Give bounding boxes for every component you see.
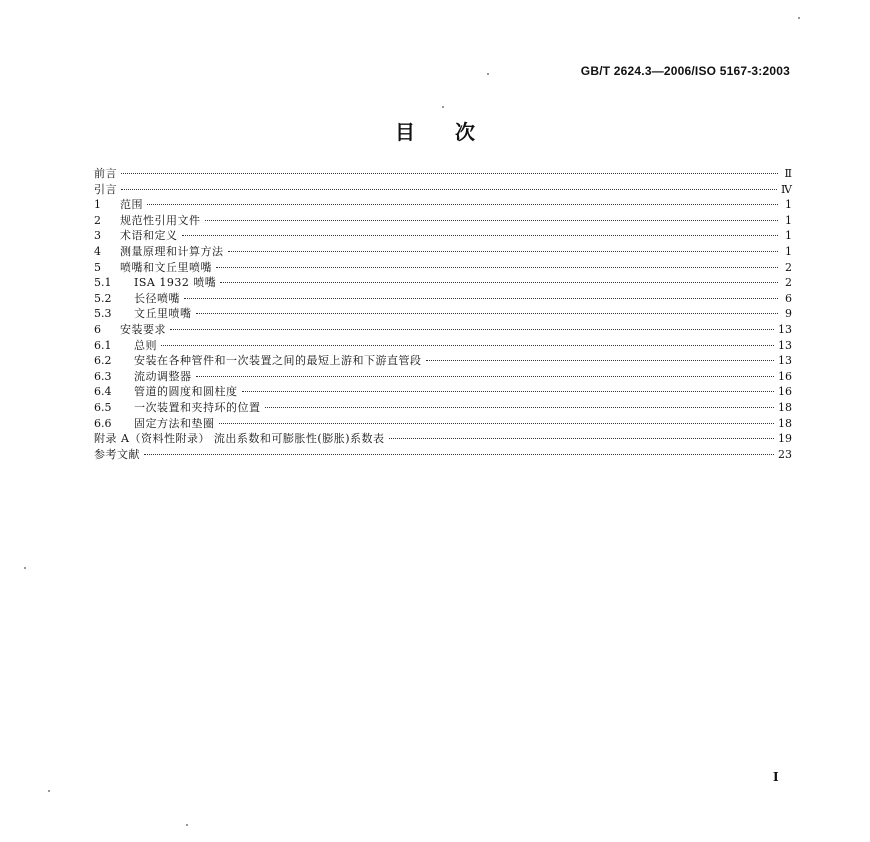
toc-entry-page: 18 [778, 416, 792, 430]
toc-entry-number: 2 [94, 213, 101, 227]
scan-speck [24, 567, 26, 569]
toc-entry-label: 文丘里喷嘴 [134, 307, 192, 321]
toc-entry-page: Ⅳ [781, 182, 792, 196]
page-title: 目次 [395, 120, 515, 144]
toc-entry-number: 6.6 [94, 416, 112, 430]
toc-entry[interactable] [94, 291, 792, 307]
toc-entry-label: 安装要求 [120, 322, 166, 336]
toc-entry-page: 1 [785, 213, 792, 227]
dot-leader [182, 235, 779, 236]
toc-entry[interactable] [94, 353, 792, 369]
toc-entry-page: 1 [785, 229, 792, 243]
dot-leader [265, 407, 775, 408]
toc-entry-label: 固定方法和垫圈 [134, 416, 215, 430]
toc-entry-page: 19 [778, 432, 792, 446]
dot-leader [219, 423, 775, 424]
scan-speck [798, 17, 800, 19]
toc-entry-label: 喷嘴和文丘里喷嘴 [120, 260, 212, 274]
toc-entry-page: 9 [785, 307, 792, 321]
dot-leader [196, 313, 779, 314]
toc-entry-label: 长径喷嘴 [134, 291, 180, 305]
dot-leader [144, 454, 774, 455]
dot-leader [161, 345, 774, 346]
toc-entry-number: 6.3 [94, 369, 112, 383]
toc-entry[interactable] [94, 338, 792, 354]
dot-leader [426, 360, 775, 361]
toc-entry[interactable] [94, 400, 792, 416]
toc-entry-label: 前言 [94, 167, 117, 180]
toc-entry[interactable] [94, 260, 792, 276]
toc-entry-page: 16 [778, 385, 792, 399]
toc-entry-label: 术语和定义 [120, 229, 178, 243]
toc-entry-page: 23 [778, 447, 792, 461]
toc-entry-number: 5 [94, 260, 101, 274]
toc-entry-page: 6 [785, 291, 792, 305]
toc-entry-number: 6 [94, 322, 101, 336]
dot-leader [205, 220, 779, 221]
toc-entry-number: 6.4 [94, 385, 112, 399]
dot-leader [389, 438, 774, 439]
toc-entry-page: 18 [778, 400, 792, 414]
dot-leader [121, 189, 777, 190]
toc-entry-label: 管道的圆度和圆柱度 [134, 385, 238, 399]
toc-entry-number: 3 [94, 229, 101, 243]
toc-entry-label: 流动调整器 [134, 369, 192, 383]
dot-leader [216, 267, 778, 268]
toc-entry[interactable] [94, 416, 792, 432]
toc-entry[interactable] [94, 384, 792, 400]
toc-entry-number: 5.2 [94, 291, 112, 305]
toc-entry[interactable] [94, 306, 792, 322]
scan-speck [48, 790, 50, 792]
toc-entry-label: 一次装置和夹持环的位置 [134, 400, 261, 414]
toc-entry-number: 6.2 [94, 354, 112, 368]
toc-entry-page: 1 [785, 198, 792, 212]
toc-entry-page: 13 [778, 338, 792, 352]
dot-leader [220, 282, 778, 283]
toc-entry-label: ISA 1932 喷嘴 [134, 276, 217, 290]
toc-entry[interactable] [94, 166, 792, 182]
toc-entry-label: 安装在各种管件和一次装置之间的最短上游和下游直管段 [134, 354, 422, 368]
toc-entry[interactable] [94, 369, 792, 385]
toc-entry-number: 1 [94, 198, 101, 212]
scan-speck [442, 106, 444, 108]
toc-entry-label: 总则 [134, 338, 157, 352]
dot-leader [184, 298, 778, 299]
dot-leader [121, 173, 778, 174]
scan-speck [186, 824, 188, 826]
toc-entry-page: 13 [778, 354, 792, 368]
toc-entry-number: 5.1 [94, 276, 112, 290]
toc-entry-page: 2 [785, 276, 792, 290]
toc-entry[interactable] [94, 213, 792, 229]
table-of-contents [94, 166, 792, 462]
standard-number: GB/T 2624.3—2006/ISO 5167-3:2003 [580, 64, 790, 78]
toc-entry[interactable] [94, 447, 792, 463]
dot-leader [228, 251, 779, 252]
toc-entry-label: 附录 A（资料性附录） 流出系数和可膨胀性(膨胀)系数表 [94, 432, 385, 446]
toc-entry-page: Ⅱ [784, 167, 792, 180]
scan-speck [487, 73, 489, 75]
toc-entry-number: 6.1 [94, 338, 112, 352]
toc-entry-page: 2 [785, 260, 792, 274]
page-number: I [773, 770, 779, 784]
toc-entry[interactable] [94, 322, 792, 338]
toc-entry-number: 5.3 [94, 307, 112, 321]
toc-entry[interactable] [94, 228, 792, 244]
dot-leader [170, 329, 774, 330]
toc-entry[interactable] [94, 197, 792, 213]
toc-entry-label: 引言 [94, 182, 117, 196]
toc-entry-page: 13 [778, 322, 792, 336]
dot-leader [147, 204, 778, 205]
toc-entry-page: 1 [785, 244, 792, 258]
toc-entry[interactable] [94, 182, 792, 198]
toc-entry[interactable] [94, 275, 792, 291]
toc-entry-label: 参考文献 [94, 447, 140, 461]
toc-entry-page: 16 [778, 369, 792, 383]
toc-entry[interactable] [94, 431, 792, 447]
toc-entry-label: 规范性引用文件 [120, 213, 201, 227]
toc-entry-number: 4 [94, 244, 101, 258]
toc-entry-number: 6.5 [94, 400, 112, 414]
toc-entry-label: 范围 [120, 198, 143, 212]
toc-entry-label: 测量原理和计算方法 [120, 244, 224, 258]
dot-leader [196, 376, 775, 377]
toc-entry[interactable] [94, 244, 792, 260]
dot-leader [242, 391, 775, 392]
